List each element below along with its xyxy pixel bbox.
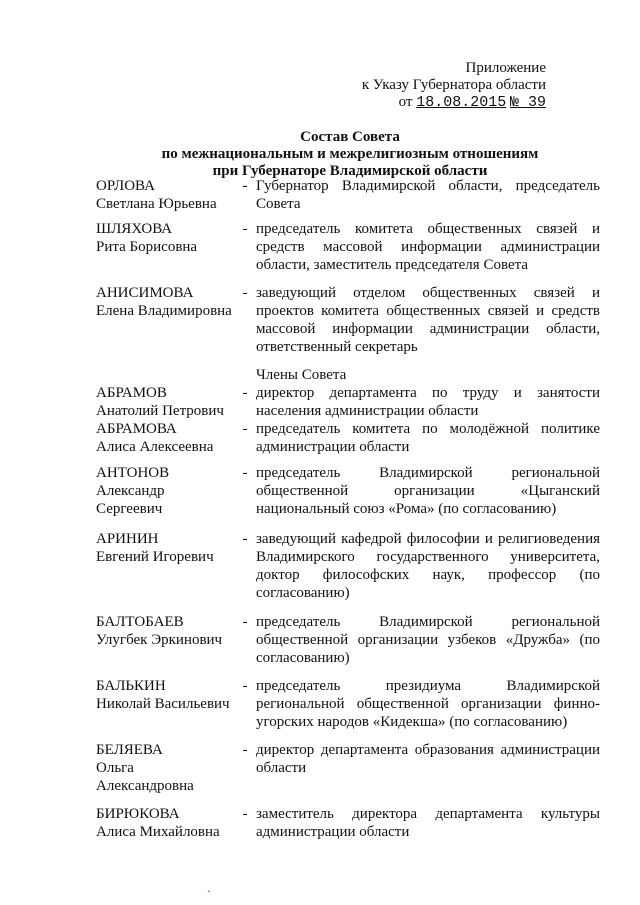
- member-name: [96, 677, 234, 741]
- member-given-name: Александр Сергеевич: [96, 483, 165, 517]
- dash: -: [242, 385, 248, 401]
- council-list: [96, 177, 600, 845]
- dash: -: [242, 742, 248, 758]
- member-name: [96, 530, 234, 613]
- member-role: председатель комитета общественных связей и средств массовой информации администрации области, заместитель председателя Совета: [256, 221, 600, 273]
- member-surname: БАЛТОБАЕВ: [96, 614, 184, 630]
- member-surname: ОРЛОВА: [96, 178, 155, 194]
- member-role: председатель Владимирской региональной общественной организации «Цыганский национальный союз «Рома» (по согласованию): [256, 465, 600, 517]
- dash: -: [242, 285, 248, 301]
- member-role: заведующий кафедрой философии и религиоведения Владимирского государственного университета, доктор философских наук, профессор (по согласованию): [256, 531, 600, 601]
- date-value: 18.08.2015: [416, 94, 507, 111]
- appendix-date-line: [362, 94, 546, 111]
- member-given-name: Алиса Алексеевна: [96, 439, 214, 455]
- footer-mark: `: [207, 888, 211, 902]
- member-role: председатель президиума Владимирской региональной общественной организации финно-угорских народов «Кидекша» (по согласованию): [256, 678, 600, 730]
- member-name: [96, 177, 234, 220]
- member-given-name: Алиса Михайловна: [96, 824, 220, 840]
- title-line-1: Состав Совета: [300, 129, 400, 145]
- member-given-name: Николай Васильевич: [96, 696, 230, 712]
- dash: -: [242, 178, 248, 194]
- member-name: [96, 384, 234, 420]
- dash: -: [242, 678, 248, 694]
- date-prefix: от: [398, 94, 413, 110]
- dash: -: [242, 221, 248, 237]
- members-heading: Члены Совета: [256, 367, 347, 383]
- dash: -: [242, 806, 248, 822]
- dash: -: [242, 614, 248, 630]
- member-surname: АНИСИМОВА: [96, 285, 194, 301]
- title-line-2: по межнациональным и межрелигиозным отношениям: [161, 146, 539, 162]
- title-line-3: при Губернаторе Владимирской области: [212, 163, 488, 179]
- member-role: председатель Владимирской региональной общественной организации узбеков «Дружба» (по согласованию): [256, 614, 600, 666]
- list-item: [96, 613, 600, 677]
- dash: -: [242, 465, 248, 481]
- dash: -: [242, 421, 248, 437]
- member-surname: ШЛЯХОВА: [96, 221, 173, 237]
- member-surname: БИРЮКОВА: [96, 806, 180, 822]
- member-name: [96, 613, 234, 677]
- list-item: [96, 420, 600, 464]
- member-name: [96, 464, 234, 530]
- member-given-name: Елена Владимировна: [96, 303, 232, 319]
- list-item: [96, 677, 600, 741]
- list-item: [96, 741, 600, 805]
- list-item: [96, 220, 600, 284]
- list-item: [96, 464, 600, 530]
- member-role: председатель комитета по молодёжной политике администрации области: [256, 421, 600, 455]
- member-role: директор департамента по труду и занятости населения администрации области: [256, 385, 600, 419]
- member-name: [96, 220, 234, 284]
- list-item: [96, 530, 600, 613]
- member-role: заместитель директора департамента культуры администрации области: [256, 806, 600, 840]
- member-role: директор департамента образования администрации области: [256, 742, 600, 776]
- member-surname: АНТОНОВ: [96, 465, 170, 481]
- member-given-name: Ольга Александровна: [96, 760, 194, 794]
- member-surname: АРИНИН: [96, 531, 159, 547]
- appendix-header: [362, 60, 546, 111]
- member-given-name: Евгений Игоревич: [96, 549, 214, 565]
- list-item: [96, 805, 600, 845]
- document-title: [0, 129, 640, 180]
- member-given-name: Светлана Юрьевна: [96, 196, 217, 212]
- member-name: [96, 741, 234, 805]
- appendix-line-1: Приложение: [465, 60, 546, 76]
- member-given-name: Анатолий Петрович: [96, 403, 224, 419]
- member-name: [96, 420, 234, 464]
- member-name: [96, 805, 234, 845]
- member-surname: БАЛЬКИН: [96, 678, 166, 694]
- dash: -: [242, 531, 248, 547]
- member-surname: БЕЛЯЕВА: [96, 742, 163, 758]
- member-name: [96, 284, 234, 366]
- list-item: [96, 284, 600, 366]
- appendix-line-2: к Указу Губернатора области: [361, 77, 546, 93]
- member-surname: АБРАМОВ: [96, 385, 167, 401]
- member-role: Губернатор Владимирской области, председатель Совета: [256, 178, 600, 212]
- list-item: [96, 384, 600, 420]
- list-item: [96, 177, 600, 220]
- member-role: заведующий отделом общественных связей и проектов комитета общественных связей и средств массовой информации администрации области, ответственный секретарь: [256, 285, 600, 355]
- member-given-name: Рита Борисовна: [96, 239, 198, 255]
- member-surname: АБРАМОВА: [96, 421, 177, 437]
- number-value: № 39: [509, 94, 546, 111]
- member-given-name: Улугбек Эркинович: [96, 632, 223, 648]
